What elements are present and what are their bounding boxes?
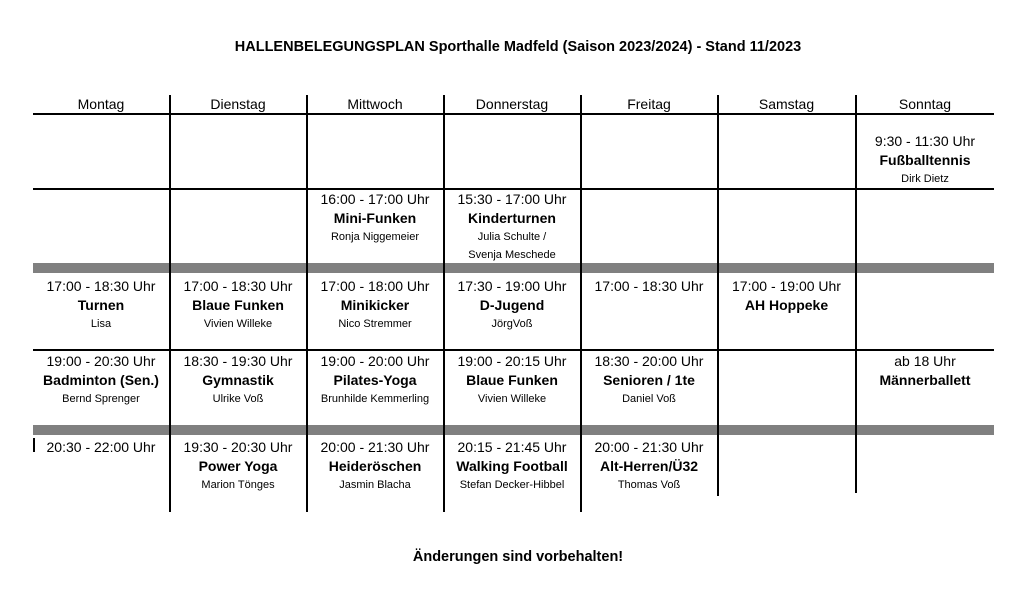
schedule-cell (581, 438, 717, 494)
cell-person: Vivien Willeke (203, 318, 273, 330)
cell-activity: Senioren / 1te (603, 372, 695, 388)
cell-person: Jasmin Blacha (339, 479, 411, 491)
cell-activity: Kinderturnen (468, 210, 556, 226)
cell-person: Lisa (90, 318, 112, 330)
cell-person: Stefan Decker-Hibbel (459, 479, 565, 491)
cell-person: Bernd Sprenger (62, 393, 140, 405)
cell-activity: Mini-Funken (333, 210, 417, 226)
cell-person: JörgVoß (491, 318, 533, 330)
cell-person: Thomas Voß (617, 479, 681, 491)
cell-time: 19:30 - 20:30 Uhr (183, 439, 293, 455)
cell-person: Dirk Dietz (901, 173, 949, 185)
cell-time: 19:00 - 20:00 Uhr (320, 353, 430, 369)
schedule-cell (307, 190, 443, 246)
schedule-cell (581, 352, 717, 408)
gray-band (33, 425, 994, 435)
day-header-dienstag: Dienstag (210, 96, 266, 112)
cell-activity: AH Hoppeke (744, 297, 829, 313)
day-header-freitag: Freitag (627, 96, 671, 112)
cell-time: 17:30 - 19:00 Uhr (457, 278, 567, 294)
page-title: HALLENBELEGUNGSPLAN Sporthalle Madfeld (Saison 2023/2024) - Stand 11/2023 (234, 39, 802, 55)
schedule-cell (444, 190, 580, 264)
cell-time: 17:00 - 18:30 Uhr (594, 278, 704, 294)
footer-note: Änderungen sind vorbehalten! (412, 549, 624, 565)
cell-time: 17:00 - 19:00 Uhr (732, 278, 841, 294)
cell-time: 20:30 - 22:00 Uhr (46, 439, 156, 455)
cell-time: 16:00 - 17:00 Uhr (320, 191, 430, 207)
day-header-donnerstag: Donnerstag (475, 96, 549, 112)
schedule-cell (444, 438, 580, 494)
schedule-cell (856, 132, 994, 188)
cell-activity: Turnen (77, 297, 125, 313)
cell-activity: Heideröschen (328, 458, 422, 474)
schedule-cell (307, 277, 443, 333)
cell-time: 19:00 - 20:15 Uhr (457, 353, 567, 369)
gray-band (33, 263, 994, 273)
schedule-cell (170, 277, 306, 333)
cell-activity: Fußballtennis (879, 152, 971, 168)
cell-activity: Alt-Herren/Ü32 (599, 458, 699, 474)
cell-time: 17:00 - 18:00 Uhr (320, 278, 430, 294)
cell-person: Marion Tönges (201, 479, 275, 491)
row-separator (856, 188, 994, 190)
day-header-mittwoch: Mittwoch (347, 96, 403, 112)
cell-activity: Männerballett (879, 372, 971, 388)
schedule-cell (581, 277, 717, 296)
cell-time: 20:00 - 21:30 Uhr (594, 439, 704, 455)
cell-activity: Pilates-Yoga (333, 372, 417, 388)
cell-activity: Gymnastik (202, 372, 274, 388)
cell-activity: Badminton (Sen.) (43, 372, 159, 388)
schedule-cell (307, 352, 443, 408)
cell-person: Nico Stremmer (338, 318, 412, 330)
cell-person: Julia Schulte / (477, 231, 547, 243)
cell-activity: Walking Football (456, 458, 568, 474)
schedule-cell (718, 277, 855, 315)
cell-person: Ronja Niggemeier (330, 231, 420, 243)
cell-activity: D-Jugend (479, 297, 545, 313)
cell-time: 20:15 - 21:45 Uhr (457, 439, 567, 455)
cell-time: 9:30 - 11:30 Uhr (874, 133, 976, 149)
cell-time: 17:00 - 18:30 Uhr (46, 278, 156, 294)
cell-time: 17:00 - 18:30 Uhr (183, 278, 293, 294)
cell-person: Daniel Voß (622, 393, 676, 405)
cell-activity: Blaue Funken (192, 297, 284, 313)
schedule-cell (170, 352, 306, 408)
cell-time: 18:30 - 19:30 Uhr (183, 353, 293, 369)
schedule-cell (33, 352, 169, 408)
day-header-sonntag: Sonntag (898, 96, 952, 112)
row-separator (33, 113, 994, 115)
cell-person: Svenja Meschede (468, 249, 556, 261)
cell-activity: Blaue Funken (466, 372, 558, 388)
row-separator (33, 349, 994, 351)
cell-activity: Power Yoga (198, 458, 278, 474)
day-header-samstag: Samstag (758, 96, 815, 112)
cell-time: 20:00 - 21:30 Uhr (320, 439, 430, 455)
cell-person: Brunhilde Kemmerling (320, 393, 430, 405)
cell-activity: Minikicker (340, 297, 410, 313)
cell-time: 15:30 - 17:00 Uhr (457, 191, 567, 207)
cell-time: ab 18 Uhr (894, 353, 956, 369)
schedule-cell (33, 277, 169, 333)
cell-person: Vivien Willeke (477, 393, 547, 405)
cell-time: 18:30 - 20:00 Uhr (594, 353, 704, 369)
schedule-cell (444, 352, 580, 408)
schedule-cell (33, 438, 169, 457)
schedule-cell (307, 438, 443, 494)
schedule-cell (444, 277, 580, 333)
schedule-cell (856, 352, 994, 390)
cell-time: 19:00 - 20:30 Uhr (46, 353, 156, 369)
schedule-cell (170, 438, 306, 494)
cell-person: Ulrike Voß (212, 393, 264, 405)
day-header-montag: Montag (77, 96, 125, 112)
